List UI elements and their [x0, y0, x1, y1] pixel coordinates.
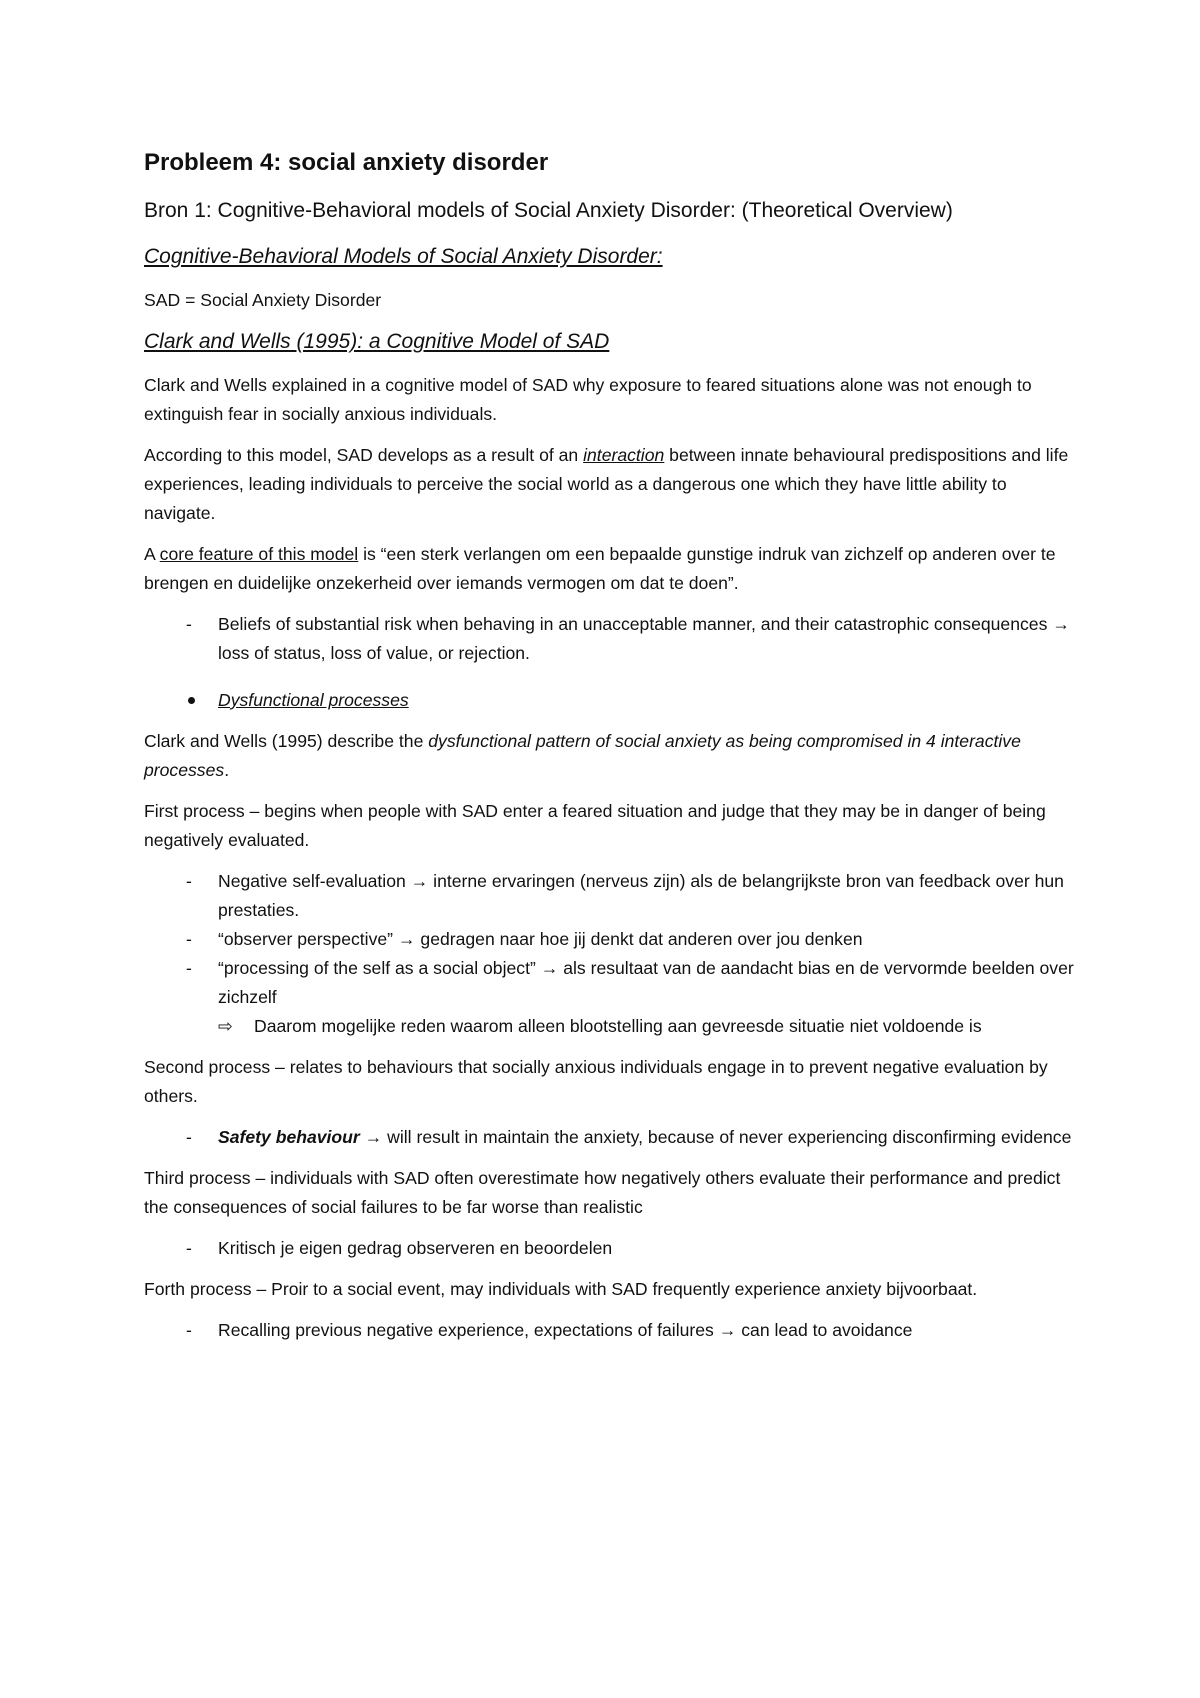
source-heading: Bron 1: Cognitive-Behavioral models of Social Anxiety Disorder: (Theoretical Overview) [144, 199, 953, 222]
list-item: - “observer perspective” → gedragen naar hoe jij denkt dat anderen over jou denken [144, 925, 1074, 954]
emphasis-core-feature: core feature of this model [159, 544, 359, 564]
dash-marker: - [186, 929, 192, 949]
arrow-right-icon: → [718, 1320, 737, 1340]
hollow-arrow-icon: ⇨ [218, 1016, 233, 1036]
list-item: - Beliefs of substantial risk when behaving in an unacceptable manner, and their catastrophic consequences → loss of status, loss of value, or rejection. [144, 610, 1074, 668]
emphasis-interaction: interaction [583, 445, 665, 465]
list-item: - Negative self-evaluation → interne ervaringen (nerveus zijn) als de belangrijkste bron van feedback over hun prestaties. [144, 867, 1074, 925]
second-process-list [144, 1123, 1074, 1152]
dash-marker: - [186, 1238, 192, 1258]
paragraph-third-process: Third process – individuals with SAD often overestimate how negatively others evaluate their performance and predict the consequences of social failures to be far worse than realistic [144, 1168, 1061, 1217]
list-item: - Recalling previous negative experience, expectations of failures → can lead to avoidance [144, 1316, 1074, 1345]
emphasis-four-processes: dysfunctional pattern of social anxiety as being compromised in 4 interactive processes [144, 731, 1021, 780]
paragraph-four-processes: Clark and Wells (1995) describe the dysfunctional pattern of social anxiety as being compromised in 4 interactive processes. [144, 731, 1021, 780]
first-process-sublist [218, 1012, 1074, 1041]
paragraph-core-feature: A core feature of this model is “een sterk verlangen om een bepaalde gunstige indruk van zichzelf op anderen over te brengen en duidelijke onzekerheid over iemands vermogen om dat te doen”. [144, 544, 1056, 593]
list-item: - Kritisch je eigen gedrag observeren en beoordelen [144, 1234, 1074, 1263]
section-heading: Cognitive-Behavioral Models of Social Anxiety Disorder: [144, 245, 663, 268]
dash-marker: - [186, 958, 192, 978]
dash-marker: - [186, 1127, 192, 1147]
core-feature-list [144, 610, 1074, 668]
document-content [144, 146, 1074, 1357]
bullet-heading-label: Dysfunctional processes [218, 690, 409, 710]
fourth-process-list [144, 1316, 1074, 1345]
abbreviation-line: SAD = Social Anxiety Disorder [144, 290, 382, 310]
paragraph-interaction: According to this model, SAD develops as a result of an interaction between innate behavioural predispositions and life experiences, leading individuals to perceive the social world as a dangerous one which they have little ability to navigate. [144, 445, 1069, 523]
paragraph-fourth-process: Forth process – Proir to a social event, may individuals with SAD frequently experience anxiety bijvoorbaat. [144, 1279, 978, 1299]
first-process-list [144, 867, 1074, 1041]
dash-marker: - [186, 1320, 192, 1340]
arrow-right-icon: → [1052, 614, 1070, 634]
paragraph-model-explanation: Clark and Wells explained in a cognitive model of SAD why exposure to feared situations alone was not enough to extinguish fear in socially anxious individuals. [144, 375, 1032, 424]
arrow-right-icon: → [540, 958, 559, 978]
emphasis-safety-behaviour: Safety behaviour [218, 1127, 360, 1147]
arrow-right-icon: → [397, 929, 416, 949]
bullet-icon [188, 697, 195, 704]
list-item: - “processing of the self as a social object” → als resultaat van de aandacht bias en de vervormde beelden over zichzelf ⇨ Daarom mogelijke reden waarom alleen blootstelling aan gevreesde situatie niet voldoende is [144, 954, 1074, 1041]
arrow-right-icon: → [364, 1127, 383, 1147]
dash-marker: - [186, 614, 192, 634]
bullet-heading [144, 686, 1074, 715]
subsection-heading: Clark and Wells (1995): a Cognitive Model of SAD [144, 330, 610, 353]
page-title: Probleem 4: social anxiety disorder [144, 149, 549, 176]
dash-marker: - [186, 871, 192, 891]
paragraph-second-process: Second process – relates to behaviours that socially anxious individuals engage in to prevent negative evaluation by others. [144, 1057, 1048, 1106]
arrow-right-icon: → [410, 871, 429, 891]
list-item: ⇨ Daarom mogelijke reden waarom alleen blootstelling aan gevreesde situatie niet voldoende is [218, 1012, 1074, 1041]
paragraph-first-process: First process – begins when people with SAD enter a feared situation and judge that they may be in danger of being negatively evaluated. [144, 801, 1046, 850]
list-item: - Safety behaviour → will result in maintain the anxiety, because of never experiencing disconfirming evidence [144, 1123, 1074, 1152]
third-process-list [144, 1234, 1074, 1263]
